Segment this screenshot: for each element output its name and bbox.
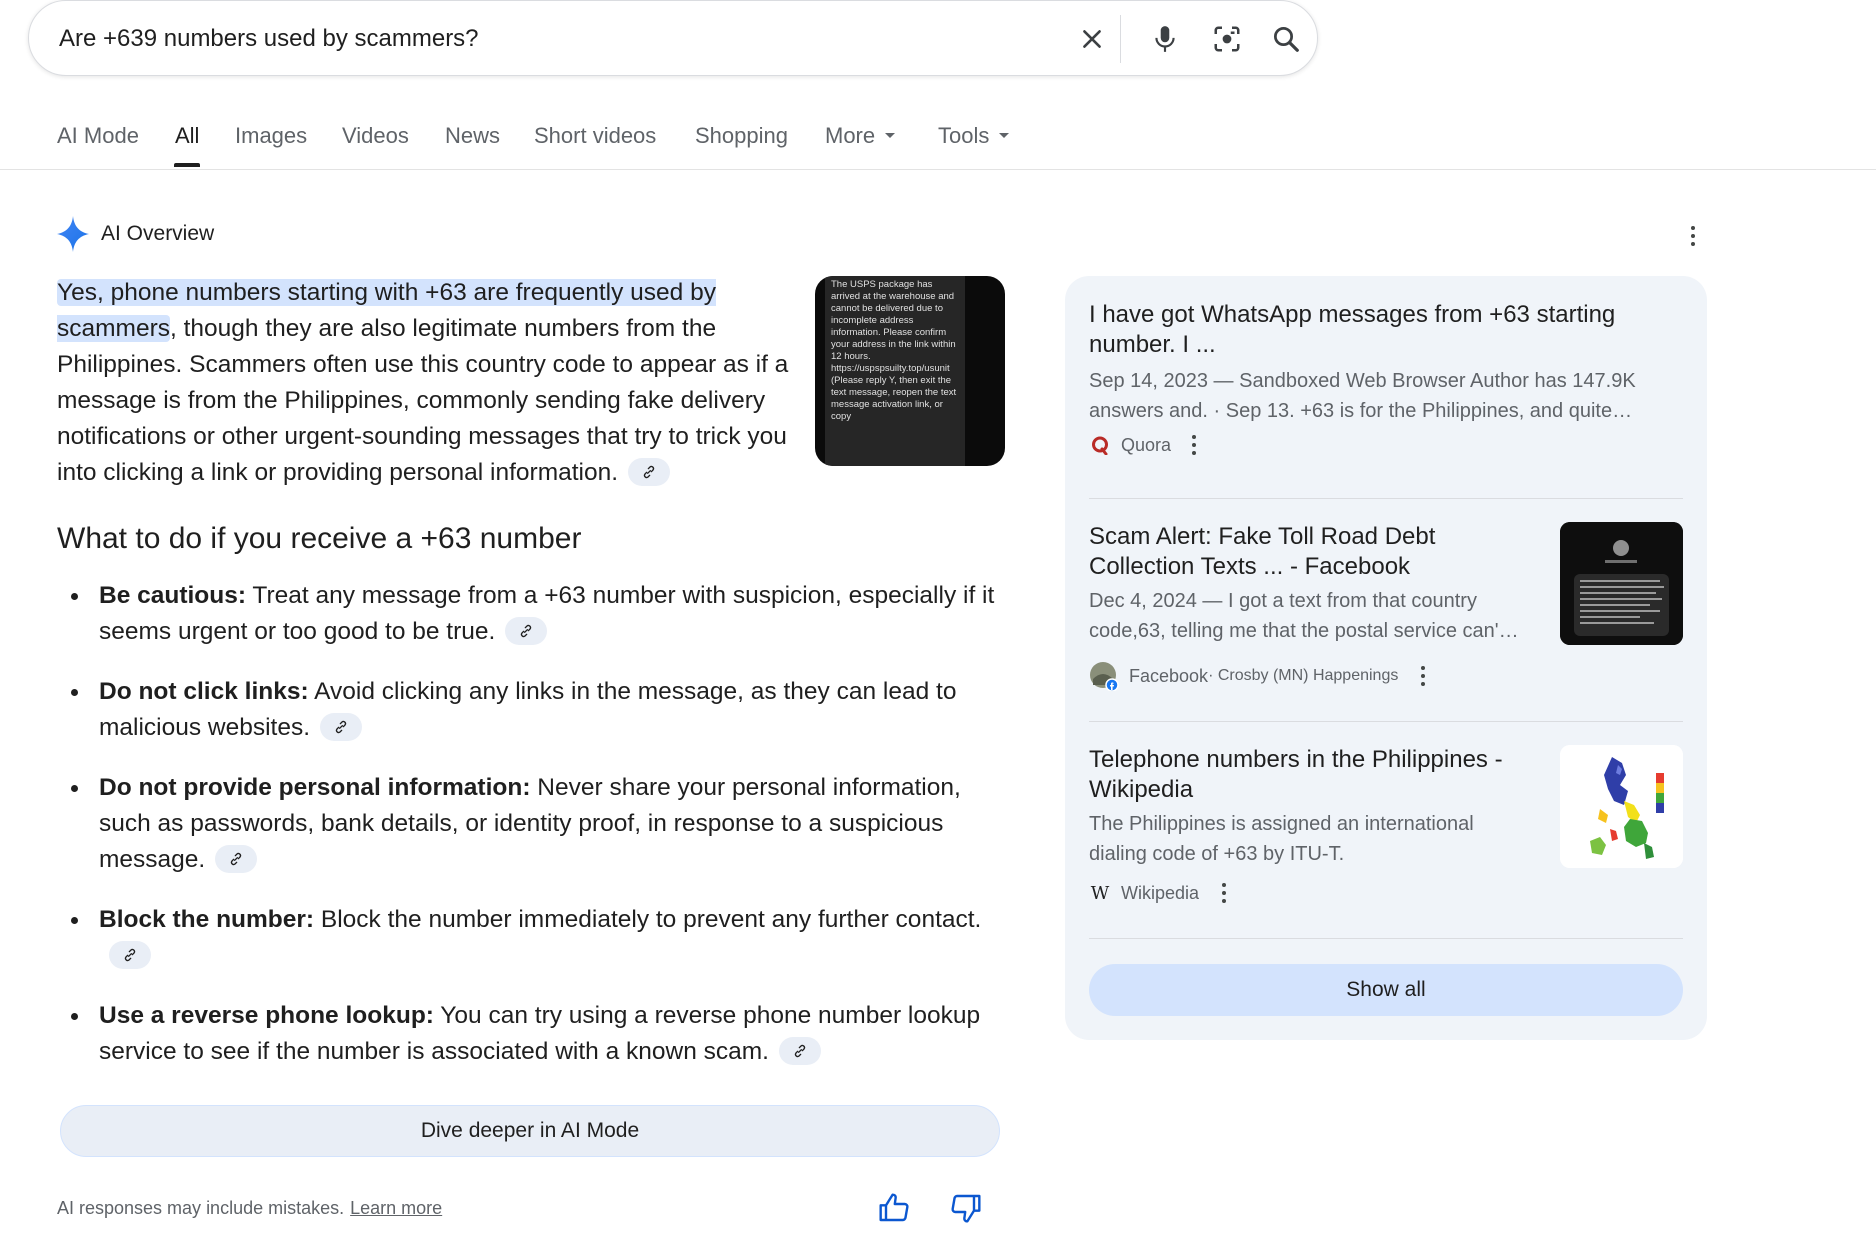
source-site: Facebook <box>1129 665 1209 686</box>
link-icon <box>333 719 349 735</box>
more-options-icon[interactable] <box>1191 435 1197 455</box>
bullet-title: Be cautious: <box>99 582 247 609</box>
philippines-map-thumbnail[interactable] <box>1560 745 1683 868</box>
bullet-text: Never share your personal information, such as passwords, bank details, or identity proof, in response to a suspicious message. <box>99 774 961 873</box>
clear-icon[interactable] <box>1076 23 1108 55</box>
source-site: Quora <box>1121 434 1172 455</box>
list-item <box>57 902 1007 974</box>
source-meta <box>1089 431 1197 459</box>
more-options-icon[interactable] <box>1690 226 1696 246</box>
thumbs-up-icon[interactable] <box>878 1192 910 1224</box>
source-card-facebook[interactable] <box>1089 522 1683 702</box>
source-snippet: Sep 14, 2023 — Sandboxed Web Browser Author has 147.9K answers and. · Sep 13. +63 is for the Philippines, and quite… <box>1089 370 1636 422</box>
divider <box>1089 498 1683 499</box>
chevron-down-icon <box>999 133 1009 138</box>
sources-panel <box>1065 276 1707 1040</box>
source-card-quora[interactable] <box>1089 300 1683 455</box>
search-bar[interactable] <box>28 0 1318 76</box>
ai-overview-header <box>57 216 214 252</box>
bullet-title: Do not provide personal information: <box>99 774 531 801</box>
more-options-icon[interactable] <box>1420 666 1426 686</box>
search-input[interactable]: Are +639 numbers used by scammers? <box>59 25 479 52</box>
tab-more-label: More <box>825 123 876 148</box>
tab-tools[interactable] <box>938 123 1009 149</box>
tab-more[interactable] <box>825 123 895 149</box>
link-icon <box>228 851 244 867</box>
list-item <box>57 998 1007 1070</box>
chevron-down-icon <box>885 133 895 138</box>
bullet-text: Treat any message from a +63 number with suspicion, especially if it seems urgent or too good to be true. <box>99 582 995 645</box>
link-icon <box>122 947 138 963</box>
bullet-text: You can try using a reverse phone number lookup service to see if the number is associated with a known scam. <box>99 1002 981 1065</box>
learn-more-link[interactable]: Learn more <box>350 1198 443 1218</box>
bullet-title: Do not click links: <box>99 678 309 705</box>
dive-deeper-button[interactable]: Dive deeper in AI Mode <box>60 1105 1000 1157</box>
tab-shopping[interactable]: Shopping <box>695 123 788 148</box>
source-meta <box>1089 879 1227 907</box>
source-link-chip[interactable] <box>779 1037 821 1065</box>
scam-text-screenshot-thumbnail[interactable] <box>815 276 1005 466</box>
tab-news[interactable]: News <box>445 123 501 148</box>
source-link-chip[interactable] <box>320 713 362 741</box>
source-title[interactable]: I have got WhatsApp messages from +63 starting number. I ... <box>1089 301 1616 358</box>
search-divider <box>1120 15 1121 63</box>
source-card-wikipedia[interactable] <box>1089 745 1683 915</box>
advice-list <box>57 578 1007 1094</box>
highlighted-answer: Yes, phone numbers starting with +63 are frequently used by scammers <box>57 279 716 342</box>
active-tab-indicator <box>174 163 200 167</box>
disclaimer-text: AI responses may include mistakes. <box>57 1198 345 1218</box>
more-options-icon[interactable] <box>1221 883 1227 903</box>
divider <box>1089 721 1683 722</box>
facebook-avatar-icon <box>1089 661 1119 691</box>
divider <box>1089 938 1683 939</box>
bullet-text: Avoid clicking any links in the message, as they can lead to malicious websites. <box>99 678 957 741</box>
source-title[interactable]: Scam Alert: Fake Toll Road Debt Collection Texts ... - Facebook <box>1089 523 1436 580</box>
tab-all[interactable]: All <box>175 123 200 148</box>
source-snippet: Dec 4, 2024 — I got a text from that country code,63, telling me that the postal service can'… <box>1089 590 1519 642</box>
list-item <box>57 674 1007 746</box>
source-link-chip[interactable] <box>505 617 547 645</box>
search-icon[interactable] <box>1270 23 1302 55</box>
list-item <box>57 578 1007 650</box>
ai-disclaimer <box>57 1198 442 1219</box>
tab-videos[interactable]: Videos <box>342 123 409 148</box>
source-snippet: The Philippines is assigned an international dialing code of +63 by ITU-T. <box>1089 813 1474 865</box>
bullet-text: Block the number immediately to prevent any further contact. <box>314 906 982 933</box>
link-icon <box>518 623 534 639</box>
ai-overview-title: AI Overview <box>101 222 215 245</box>
source-title[interactable]: Telephone numbers in the Philippines - Wikipedia <box>1089 746 1503 803</box>
lead-text: , though they are also legitimate numbers from the Philippines. Scammers often use this country code to appear as if a message is from the Philippines, commonly sending fake delivery notifications or other urgent-sounding messages that try to trick you into clicking a link or providing personal information. <box>57 315 789 486</box>
thumbs-down-icon[interactable] <box>950 1192 982 1224</box>
tab-tools-label: Tools <box>938 123 990 148</box>
tab-ai-mode[interactable]: AI Mode <box>57 123 139 148</box>
ai-overview-lead <box>57 275 797 491</box>
bullet-title: Block the number: <box>99 906 315 933</box>
facebook-post-thumbnail[interactable] <box>1560 522 1683 645</box>
source-link-chip[interactable] <box>109 941 151 969</box>
show-all-button[interactable]: Show all <box>1089 964 1683 1016</box>
tab-short-videos[interactable]: Short videos <box>534 123 657 148</box>
gemini-sparkle-icon <box>57 216 89 252</box>
bullet-title: Use a reverse phone lookup: <box>99 1002 434 1029</box>
search-tabs <box>0 115 1876 170</box>
microphone-icon[interactable] <box>1149 23 1181 55</box>
source-link-chip[interactable] <box>628 458 670 486</box>
link-icon <box>792 1043 808 1059</box>
screenshot-text: The USPS package has arrived at the warehouse and cannot be delivered due to incomplete address information. Please confirm your address in the link within 12 hours. https://uspspsuilty.top/usunit (Please reply Y, then exit the text message, reopen the text message activation link, or copy <box>831 279 957 422</box>
list-item <box>57 770 1007 878</box>
wikipedia-logo-icon: W <box>1090 882 1110 904</box>
source-site: Wikipedia <box>1121 882 1200 903</box>
camera-search-icon[interactable] <box>1211 23 1243 55</box>
link-icon <box>641 464 657 480</box>
source-link-chip[interactable] <box>215 845 257 873</box>
section-heading: What to do if you receive a +63 number <box>57 522 582 555</box>
tab-images[interactable]: Images <box>235 123 308 148</box>
quora-logo-icon <box>1089 434 1111 456</box>
source-meta <box>1089 662 1426 690</box>
source-group: · Crosby (MN) Happenings <box>1208 667 1399 684</box>
